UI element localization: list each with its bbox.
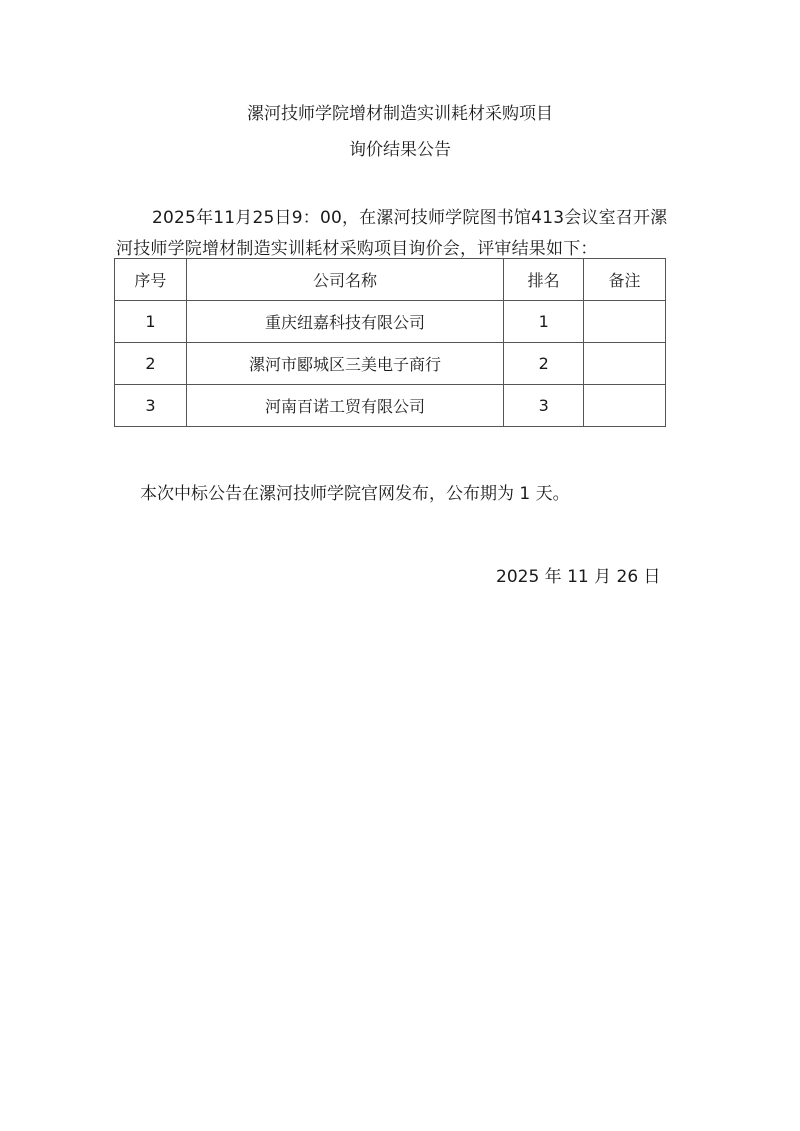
cell-rank: 2	[504, 343, 584, 385]
header-company: 公司名称	[186, 259, 503, 301]
header-note: 备注	[584, 259, 666, 301]
cell-rank: 1	[504, 301, 584, 343]
cell-note	[584, 343, 666, 385]
cell-company: 漯河市郾城区三美电子商行	[186, 343, 503, 385]
intro-paragraph: 2025年11月25日9：00，在漯河技师学院图书馆413会议室召开漯河技师学院增材制造实训耗材采购项目询价会，评审结果如下：	[116, 208, 668, 259]
table-row	[115, 343, 666, 385]
cell-note	[584, 385, 666, 427]
issue-date: 2025 年 11 月 26 日	[496, 567, 661, 587]
document-subtitle: 询价结果公告	[349, 140, 451, 160]
cell-rank: 3	[504, 385, 584, 427]
table-header-row	[115, 259, 666, 301]
cell-company: 重庆纽嘉科技有限公司	[186, 301, 503, 343]
table-row	[115, 301, 666, 343]
header-serial: 序号	[115, 259, 187, 301]
cell-note	[584, 301, 666, 343]
results-table	[114, 258, 666, 427]
header-rank: 排名	[504, 259, 584, 301]
table-row	[115, 385, 666, 427]
cell-serial: 2	[115, 343, 187, 385]
cell-serial: 1	[115, 301, 187, 343]
document-title: 漯河技师学院增材制造实训耗材采购项目	[247, 104, 553, 124]
cell-serial: 3	[115, 385, 187, 427]
publication-notice: 本次中标公告在漯河技师学院官网发布，公布期为 1 天。	[140, 484, 570, 504]
cell-company: 河南百诺工贸有限公司	[186, 385, 503, 427]
